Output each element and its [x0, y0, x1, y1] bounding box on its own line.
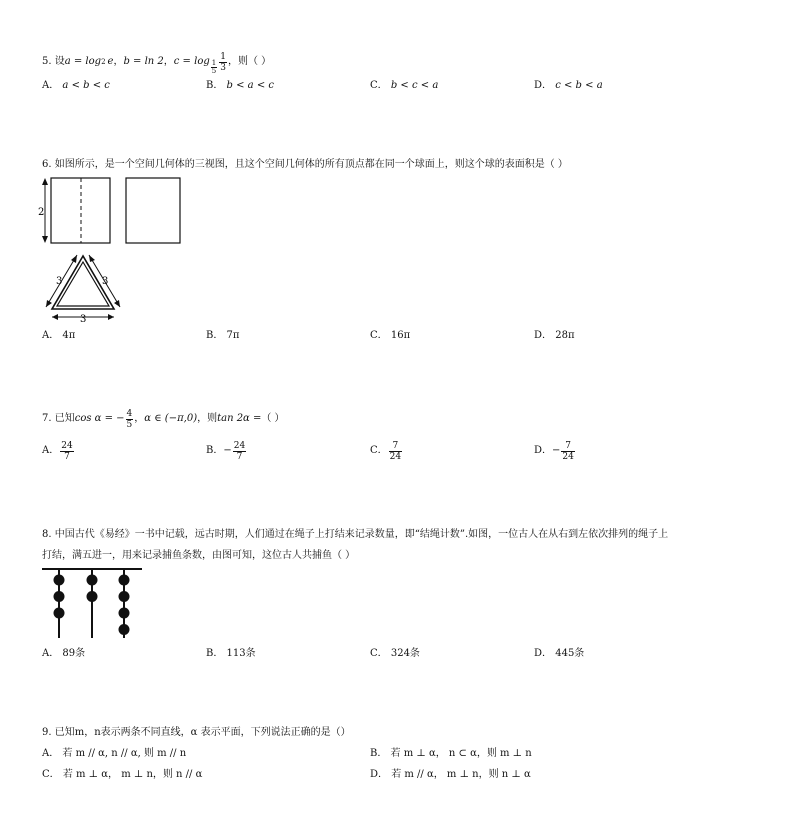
q5-b-expr: b = ln 2 — [123, 56, 164, 67]
q9-option-d[interactable] — [370, 769, 531, 781]
option-letter: D． — [370, 769, 389, 780]
option-letter: A． — [42, 330, 60, 341]
knot — [119, 575, 130, 586]
q8-option-b[interactable] — [206, 648, 256, 660]
q6-three-view-figure — [36, 172, 196, 324]
q7-sep: ， — [134, 413, 145, 424]
option-text: 若 m // α， m ⊥ n，则 n ⊥ α — [391, 769, 531, 780]
option-sign: − — [552, 445, 561, 456]
frac-numerator: 24 — [61, 440, 73, 451]
option-text: 113条 — [226, 648, 256, 659]
option-frac — [389, 441, 402, 462]
q5-stem — [42, 50, 271, 74]
q8-stem-line1: 8. 中国古代《易经》一书中记载，远古时期，人们通过在绳子上打结来记录数量，即“结绳计数”.如图，一位古人在从右到左依次排列的绳子上 — [42, 529, 669, 540]
q5-c-base — [211, 60, 217, 75]
knot — [119, 608, 130, 619]
q7-stem — [42, 406, 285, 432]
q5-sep1: ， — [113, 56, 124, 67]
arrow-right-icon — [108, 314, 114, 320]
q5-a-expr: a = log — [64, 56, 102, 67]
option-letter: D． — [534, 648, 553, 659]
arrow-left-icon — [52, 314, 58, 320]
option-text: a < b < c — [62, 80, 110, 91]
q7-cos-frac — [126, 409, 134, 430]
q6-stem: 6. 如图所示，是一个空间几何体的三视图，且这个空间几何体的所有顶点都在同一个球面上，则这个球的表面积是（ ） — [42, 159, 568, 170]
q6-option-d[interactable] — [534, 330, 575, 342]
option-letter: D． — [534, 80, 553, 91]
frac-denominator: 24 — [389, 451, 402, 462]
q5-c-arg-den: 3 — [220, 62, 226, 73]
q9-option-a[interactable] — [42, 748, 186, 760]
option-text: 89条 — [62, 648, 86, 659]
q9-stem: 9. 已知m，n表示两条不同直线，α 表示平面，下列说法正确的是（） — [42, 727, 351, 738]
option-letter: A． — [42, 748, 60, 759]
option-text: 16π — [390, 330, 411, 341]
option-text: b < c < a — [390, 80, 439, 91]
knot — [54, 608, 65, 619]
option-text: 7π — [226, 330, 240, 341]
frac-numerator: 4 — [126, 408, 133, 419]
q8-option-d[interactable] — [534, 648, 584, 660]
q5-option-b[interactable] — [206, 80, 274, 92]
option-sign: − — [223, 445, 232, 456]
option-text: 28π — [555, 330, 575, 341]
arrow-up-icon — [42, 178, 48, 185]
frac-denominator: 7 — [236, 451, 243, 462]
q5-a-base: 2 — [101, 58, 106, 66]
option-letter: A． — [42, 80, 60, 91]
frac-numerator: 24 — [233, 440, 246, 451]
option-text: 324条 — [390, 648, 420, 659]
option-letter: C． — [370, 330, 388, 341]
q5-prefix: 5. 设 — [42, 56, 65, 67]
option-frac — [60, 441, 73, 462]
knot — [119, 591, 130, 602]
q6-option-a[interactable] — [42, 330, 75, 342]
option-text: 若 m ⊥ α， n ⊂ α，则 m ⊥ n — [390, 748, 532, 759]
frac-numerator: 7 — [561, 441, 574, 452]
option-text: 4π — [62, 330, 76, 341]
knot — [119, 624, 130, 635]
q5-option-a[interactable] — [42, 80, 110, 92]
q5-suffix: ，则（ ） — [227, 56, 272, 67]
option-text: 若 m // α, n // α, 则 m // n — [62, 748, 187, 759]
q6-option-c[interactable] — [370, 330, 410, 342]
q9-option-c[interactable] — [42, 769, 202, 781]
right-side-label: 3 — [102, 276, 109, 287]
frac-denominator: 5 — [126, 419, 133, 430]
option-letter: B． — [206, 445, 224, 456]
q5-c-base-num: 1 — [211, 58, 217, 67]
arrow-icon — [89, 255, 95, 262]
option-letter: C． — [370, 445, 388, 456]
q8-knot-rope-figure — [40, 566, 146, 640]
option-text: 若 m ⊥ α， m ⊥ n，则 n // α — [62, 769, 203, 780]
q7-prefix: 7. 已知 — [42, 413, 75, 424]
q8-option-c[interactable] — [370, 648, 420, 660]
q7-option-c[interactable] — [370, 438, 403, 464]
option-letter: B． — [206, 80, 224, 91]
q5-c-arg — [219, 52, 227, 73]
q7-cos-expr: cos α = − — [74, 413, 125, 424]
q5-c-arg-num: 1 — [220, 51, 226, 62]
option-letter: C． — [370, 648, 388, 659]
option-text: b < a < c — [226, 80, 274, 91]
q5-option-d[interactable] — [534, 80, 603, 92]
side-view — [126, 178, 180, 243]
q7-mid: ，则 — [197, 413, 218, 424]
option-letter: C． — [42, 769, 60, 780]
left-side-label: 3 — [56, 276, 63, 287]
q5-a-arg: e — [107, 56, 114, 67]
knot — [54, 591, 65, 602]
arrow-down-icon — [42, 236, 48, 243]
q5-c-expr: c = log — [173, 56, 210, 67]
q6-option-b[interactable] — [206, 330, 239, 342]
option-frac — [233, 441, 246, 462]
q5-c-base-den: 5 — [211, 66, 217, 75]
option-text: c < b < a — [555, 80, 603, 91]
q7-suffix: （ ） — [261, 413, 285, 424]
q7-option-b[interactable] — [206, 438, 247, 464]
option-frac — [561, 441, 574, 462]
q5-sep2: ， — [163, 56, 174, 67]
q8-stem-line2: 打结，满五进一，用来记录捕鱼条数，由图可知，这位古人共捕鱼（ ） — [42, 550, 356, 561]
frac-denominator: 24 — [562, 451, 574, 462]
q7-domain: α ∈ (−π,0) — [144, 413, 198, 424]
q7-tan-expr: tan 2α = — [217, 413, 262, 424]
q7-option-a[interactable] — [42, 438, 75, 464]
q5-option-c[interactable] — [370, 80, 438, 92]
q9-option-b[interactable] — [370, 748, 532, 760]
option-letter: A． — [42, 445, 60, 456]
frac-numerator: 7 — [389, 441, 402, 452]
option-letter: B． — [370, 748, 388, 759]
knot — [87, 575, 98, 586]
option-letter: D． — [534, 330, 553, 341]
bottom-label: 3 — [80, 314, 87, 324]
q8-option-a[interactable] — [42, 648, 85, 660]
q7-option-d[interactable] — [534, 438, 576, 464]
option-letter: D． — [534, 445, 553, 456]
option-letter: A． — [42, 648, 60, 659]
option-letter: B． — [206, 330, 224, 341]
knot — [54, 575, 65, 586]
option-text: 445条 — [555, 648, 585, 659]
knot — [87, 591, 98, 602]
option-letter: C． — [370, 80, 388, 91]
frac-denominator: 7 — [64, 451, 70, 462]
height-label: 2 — [38, 207, 45, 218]
option-letter: B． — [206, 648, 224, 659]
arrow-icon — [71, 255, 77, 263]
